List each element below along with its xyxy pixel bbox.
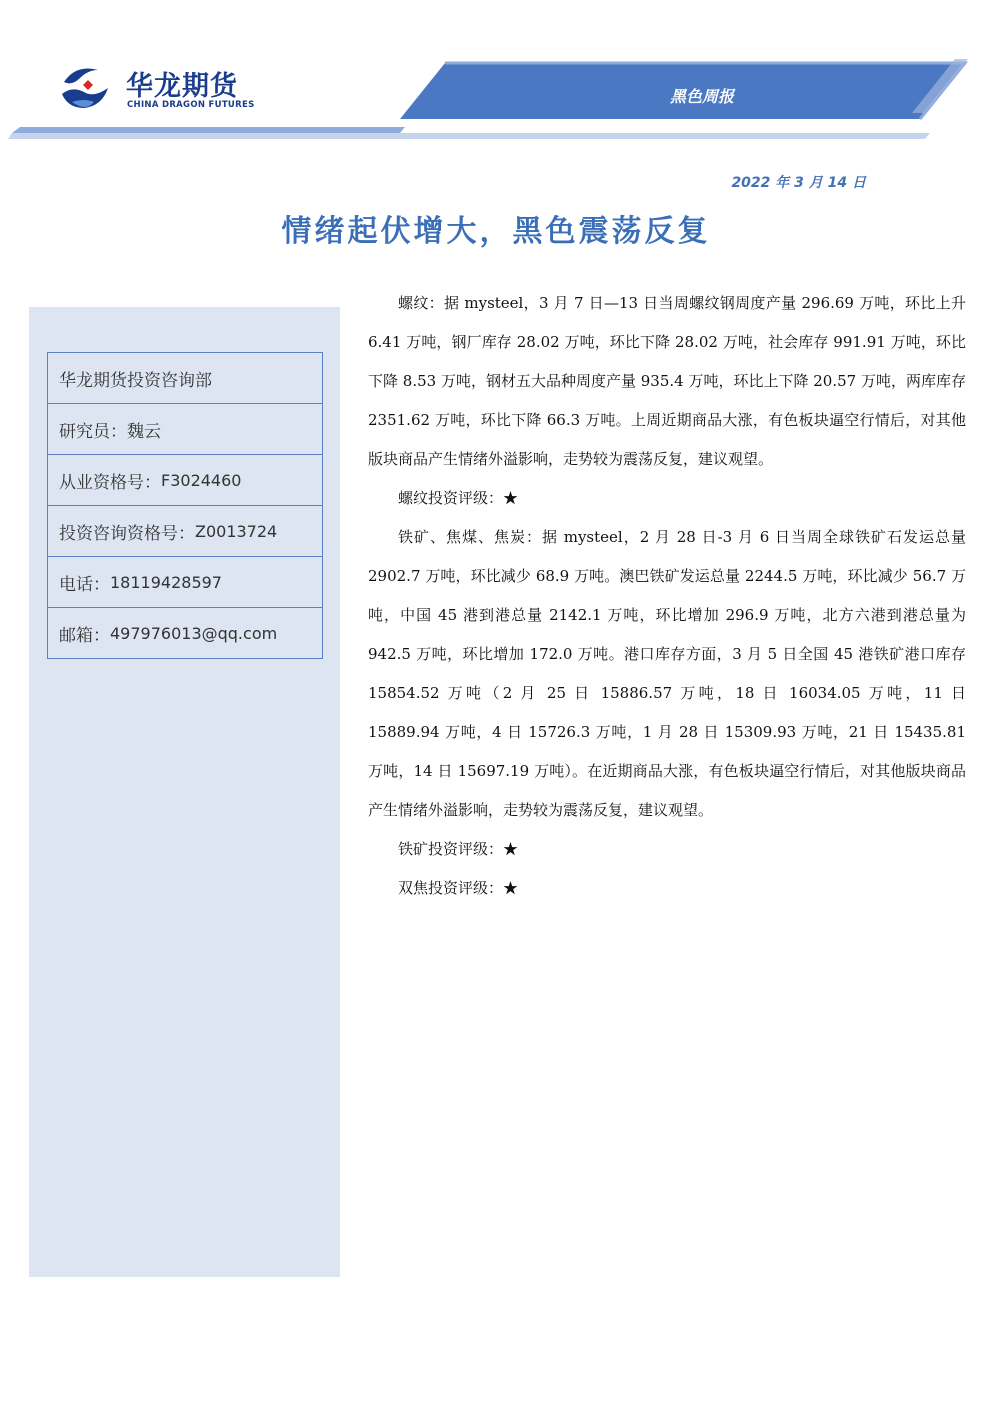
company-logo (58, 60, 258, 120)
department-name: 华龙期货投资咨询部 (59, 370, 212, 391)
report-date: 2022 年 3 月 14 日 (731, 175, 866, 191)
logo-chinese-name: 华龙期货 (126, 71, 238, 102)
rebar-rating: 螺纹投资评级：★ (398, 489, 519, 507)
qualification-row (48, 455, 322, 506)
ore-coke-paragraph: 铁矿、焦煤、焦炭：据 mysteel，2 月 28 日-3 月 6 日当周全球铁矿石发运总量 2902.7 万吨，环比减少 68.9 万吨。澳巴铁矿发运总量 2244.5 万吨，环比减少 56.7 万吨，中国 45 港到港总量 2142.1 万吨，环比增加 296.9 万吨，北方六港到港总量为 942.5 万吨，环比增加 172.0 万吨。港口库存方面，3 月 5 日全国 45 港铁矿港口库存 15854.52 万吨（2 月 25 日 15886.57 万吨，18 日 16034.05 万吨，11 日 15889.94 万吨，4 日 15726.3 万吨，1 月 28 日 15309.93 万吨，21 日 15435.81 万吨，14 日 15697.19 万吨）。在近期商品大涨，有色板块逼空行情后，对其他版块商品产生情绪外溢影响，走势较为震荡反复，建议观望。 (368, 528, 966, 819)
email-row (48, 608, 322, 658)
dragon-logo-icon (58, 62, 112, 116)
phone-label: 电话： (59, 574, 110, 595)
logo-english-name: CHINA DRAGON FUTURES (127, 100, 255, 110)
report-body (368, 284, 966, 908)
email-label: 邮箱： (59, 625, 110, 646)
email-address: 497976013@qq.com (110, 623, 278, 643)
rebar-paragraph: 螺纹：据 mysteel，3 月 7 日—13 日当周螺纹钢周度产量 296.69 万吨，环比上升 6.41 万吨，钢厂库存 28.02 万吨，环比下降 28.02 万吨，社会库存 991.91 万吨，环比下降 8.53 万吨，钢材五大品种周度产量 935.4 万吨，环比上下降 20.57 万吨，两库库存 2351.62 万吨，环比下降 66.3 万吨。上周近期商品大涨，有色板块逼空行情后，对其他版块商品产生情绪外溢影响，走势较为震荡反复，建议观望。 (368, 294, 966, 468)
qualification-label: 从业资格号： (59, 472, 161, 493)
report-type-label: 黑色周报 (669, 87, 734, 106)
analyst-row (48, 404, 322, 455)
consult-qualification-row (48, 506, 322, 557)
phone-row (48, 557, 322, 608)
phone-number: 18119428597 (110, 572, 222, 592)
ore-rating: 铁矿投资评级：★ (398, 840, 519, 858)
qualification-number: F3024460 (161, 470, 242, 490)
analyst-info-table (47, 352, 323, 659)
consult-number: Z0013724 (195, 521, 278, 541)
department-row (48, 353, 322, 404)
analyst-name: 研究员：魏云 (59, 421, 161, 442)
report-title: 情绪起伏增大，黑色震荡反复 (281, 214, 711, 249)
coke-rating: 双焦投资评级：★ (398, 879, 519, 897)
consult-label: 投资咨询资格号： (59, 523, 195, 544)
